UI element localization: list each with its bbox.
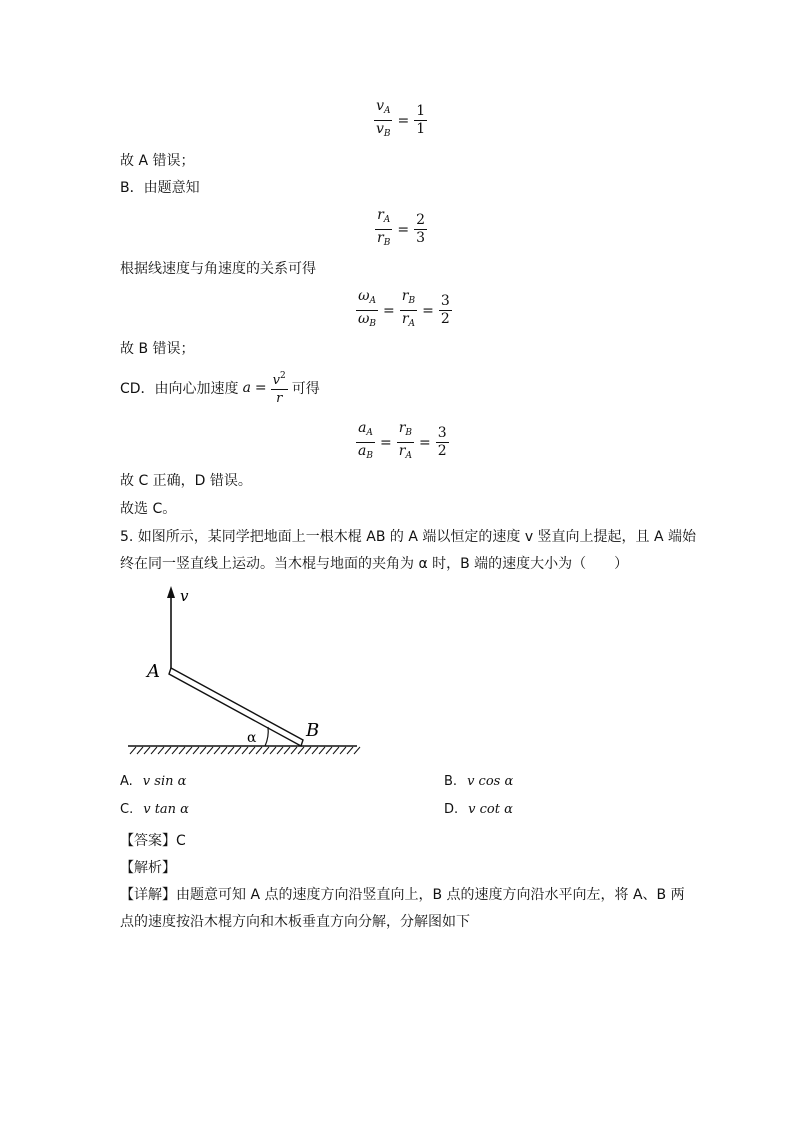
ground-hatch (235, 747, 241, 754)
ground-hatch (130, 747, 136, 754)
ground-hatch (228, 747, 234, 754)
ground-hatch (249, 747, 255, 754)
text-choose-c: 故选 C。 (120, 501, 177, 517)
ground-hatch (186, 747, 192, 754)
ground-hatch (214, 747, 220, 754)
option-d[interactable]: D. v cot α (444, 802, 513, 817)
label-v: v (180, 587, 189, 605)
equation-radius-ratio: $\frac{r_A}{r_B}$ = $\frac{2}{3}$ (377, 207, 425, 248)
ground-hatch (256, 747, 262, 754)
ground-hatch (193, 747, 199, 754)
question-5-line2: 终在同一竖直线上运动。当木棍与地面的夹角为 α 时，B 端的速度大小为（ ） (120, 556, 629, 572)
ground-hatch (165, 747, 171, 754)
detail-line2: 点的速度按沿木棍方向和木板垂直方向分解，分解图如下 (120, 914, 470, 930)
ground-hatch (319, 747, 325, 754)
ground-hatch (354, 747, 360, 754)
ground-hatch (291, 747, 297, 754)
text-a-wrong: 故 A 错误； (120, 153, 195, 169)
equation-angular-ratio: $\frac{\omega_A}{\omega_B}$ = $\frac{r_B}{r_A}$ = $\frac{3}{2}$ (358, 288, 450, 329)
ground-hatch (200, 747, 206, 754)
text-b-wrong: 故 B 错误； (120, 341, 195, 357)
detail-line1: 【详解】由题意可知 A 点的速度方向沿竖直向上，B 点的速度方向沿水平向左，将 A、B 两 (120, 887, 685, 903)
ground-hatch (172, 747, 178, 754)
equation-acceleration-ratio: $\frac{a_A}{a_B}$ = $\frac{r_B}{r_A}$ = $\frac{3}{2}$ (358, 420, 447, 461)
ground-hatch (305, 747, 311, 754)
text-relation: 根据线速度与角速度的关系可得 (120, 261, 316, 277)
label-b: B (306, 720, 320, 741)
equation-velocity-ratio: $\frac{v_A}{v_B}$ = $\frac{1}{1}$ (374, 98, 427, 143)
ground-hatch (270, 747, 276, 754)
ground-hatch (158, 747, 164, 754)
text-c-correct: 故 C 正确，D 错误。 (120, 473, 252, 489)
ground-hatch (326, 747, 332, 754)
option-a[interactable]: A. v sin α (120, 774, 187, 789)
label-alpha: α (247, 730, 257, 746)
ground-hatch (151, 747, 157, 754)
ground-hatch (263, 747, 269, 754)
text-cd-acceleration: CD．由向心加速度 a = $\frac{v^2}{r}$ 可得 (120, 368, 320, 407)
stick-figure (120, 580, 370, 765)
ground-hatch (277, 747, 283, 754)
ground-hatch (333, 747, 339, 754)
ground-hatch (340, 747, 346, 754)
fraction-one-one: $\frac{1}{1}$ (416, 103, 426, 137)
ground-hatch (312, 747, 318, 754)
ground-hatch (298, 747, 304, 754)
answer-label: 【答案】C (120, 833, 186, 849)
ground-hatch (144, 747, 150, 754)
ground-hatch (207, 747, 213, 754)
ground-hatch (347, 747, 353, 754)
ground-hatch (242, 747, 248, 754)
text-b-known: B．由题意知 (120, 180, 200, 196)
wooden-stick (169, 668, 303, 746)
velocity-arrow (167, 586, 175, 670)
label-a: A (147, 661, 160, 682)
option-c[interactable]: C. v tan α (120, 802, 189, 817)
ground-hatch (179, 747, 185, 754)
option-b[interactable]: B. v cos α (444, 774, 514, 789)
question-5-line1: 5. 如图所示，某同学把地面上一根木棍 AB 的 A 端以恒定的速度 v 竖直向上提起，且 A 端始 (120, 529, 697, 545)
ground (128, 746, 360, 754)
ground-hatch (137, 747, 143, 754)
angle-arc (265, 727, 268, 746)
analysis-label: 【解析】 (120, 860, 176, 876)
fraction-va-vb: $\frac{v_A}{v_B}$ (376, 98, 391, 139)
ground-hatch (284, 747, 290, 754)
ground-hatch (221, 747, 227, 754)
